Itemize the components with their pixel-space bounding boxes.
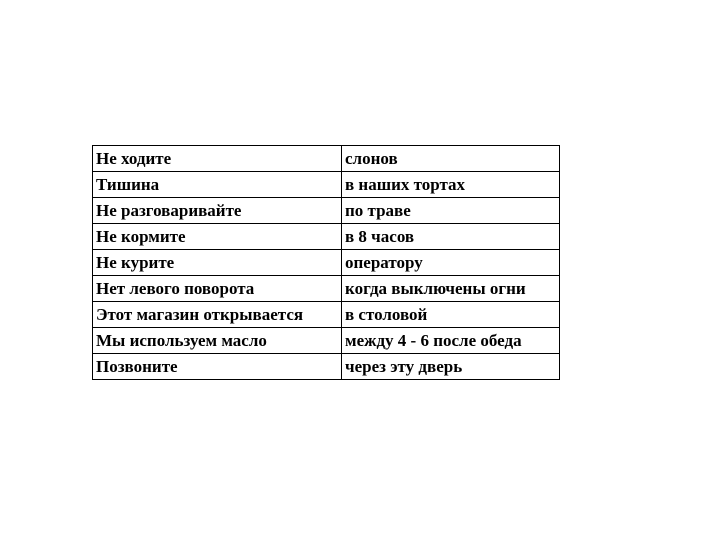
right-cell: через эту дверь bbox=[342, 354, 560, 380]
table-row bbox=[93, 354, 560, 380]
table-row bbox=[93, 198, 560, 224]
right-cell: по траве bbox=[342, 198, 560, 224]
right-cell: в наших тортах bbox=[342, 172, 560, 198]
table-row bbox=[93, 250, 560, 276]
table-row bbox=[93, 172, 560, 198]
left-cell: Не курите bbox=[93, 250, 342, 276]
left-cell: Тишина bbox=[93, 172, 342, 198]
right-cell: слонов bbox=[342, 146, 560, 172]
right-cell: в 8 часов bbox=[342, 224, 560, 250]
left-cell: Мы используем масло bbox=[93, 328, 342, 354]
table-row bbox=[93, 328, 560, 354]
table-row bbox=[93, 224, 560, 250]
left-cell: Не кормите bbox=[93, 224, 342, 250]
left-cell: Позвоните bbox=[93, 354, 342, 380]
left-cell: Не ходите bbox=[93, 146, 342, 172]
right-cell: оператору bbox=[342, 250, 560, 276]
right-cell: между 4 - 6 после обеда bbox=[342, 328, 560, 354]
left-cell: Нет левого поворота bbox=[93, 276, 342, 302]
table-row bbox=[93, 302, 560, 328]
right-cell: в столовой bbox=[342, 302, 560, 328]
matching-table bbox=[92, 145, 560, 380]
right-cell: когда выключены огни bbox=[342, 276, 560, 302]
left-cell: Не разговаривайте bbox=[93, 198, 342, 224]
table-row bbox=[93, 146, 560, 172]
left-cell: Этот магазин открывается bbox=[93, 302, 342, 328]
table-row bbox=[93, 276, 560, 302]
